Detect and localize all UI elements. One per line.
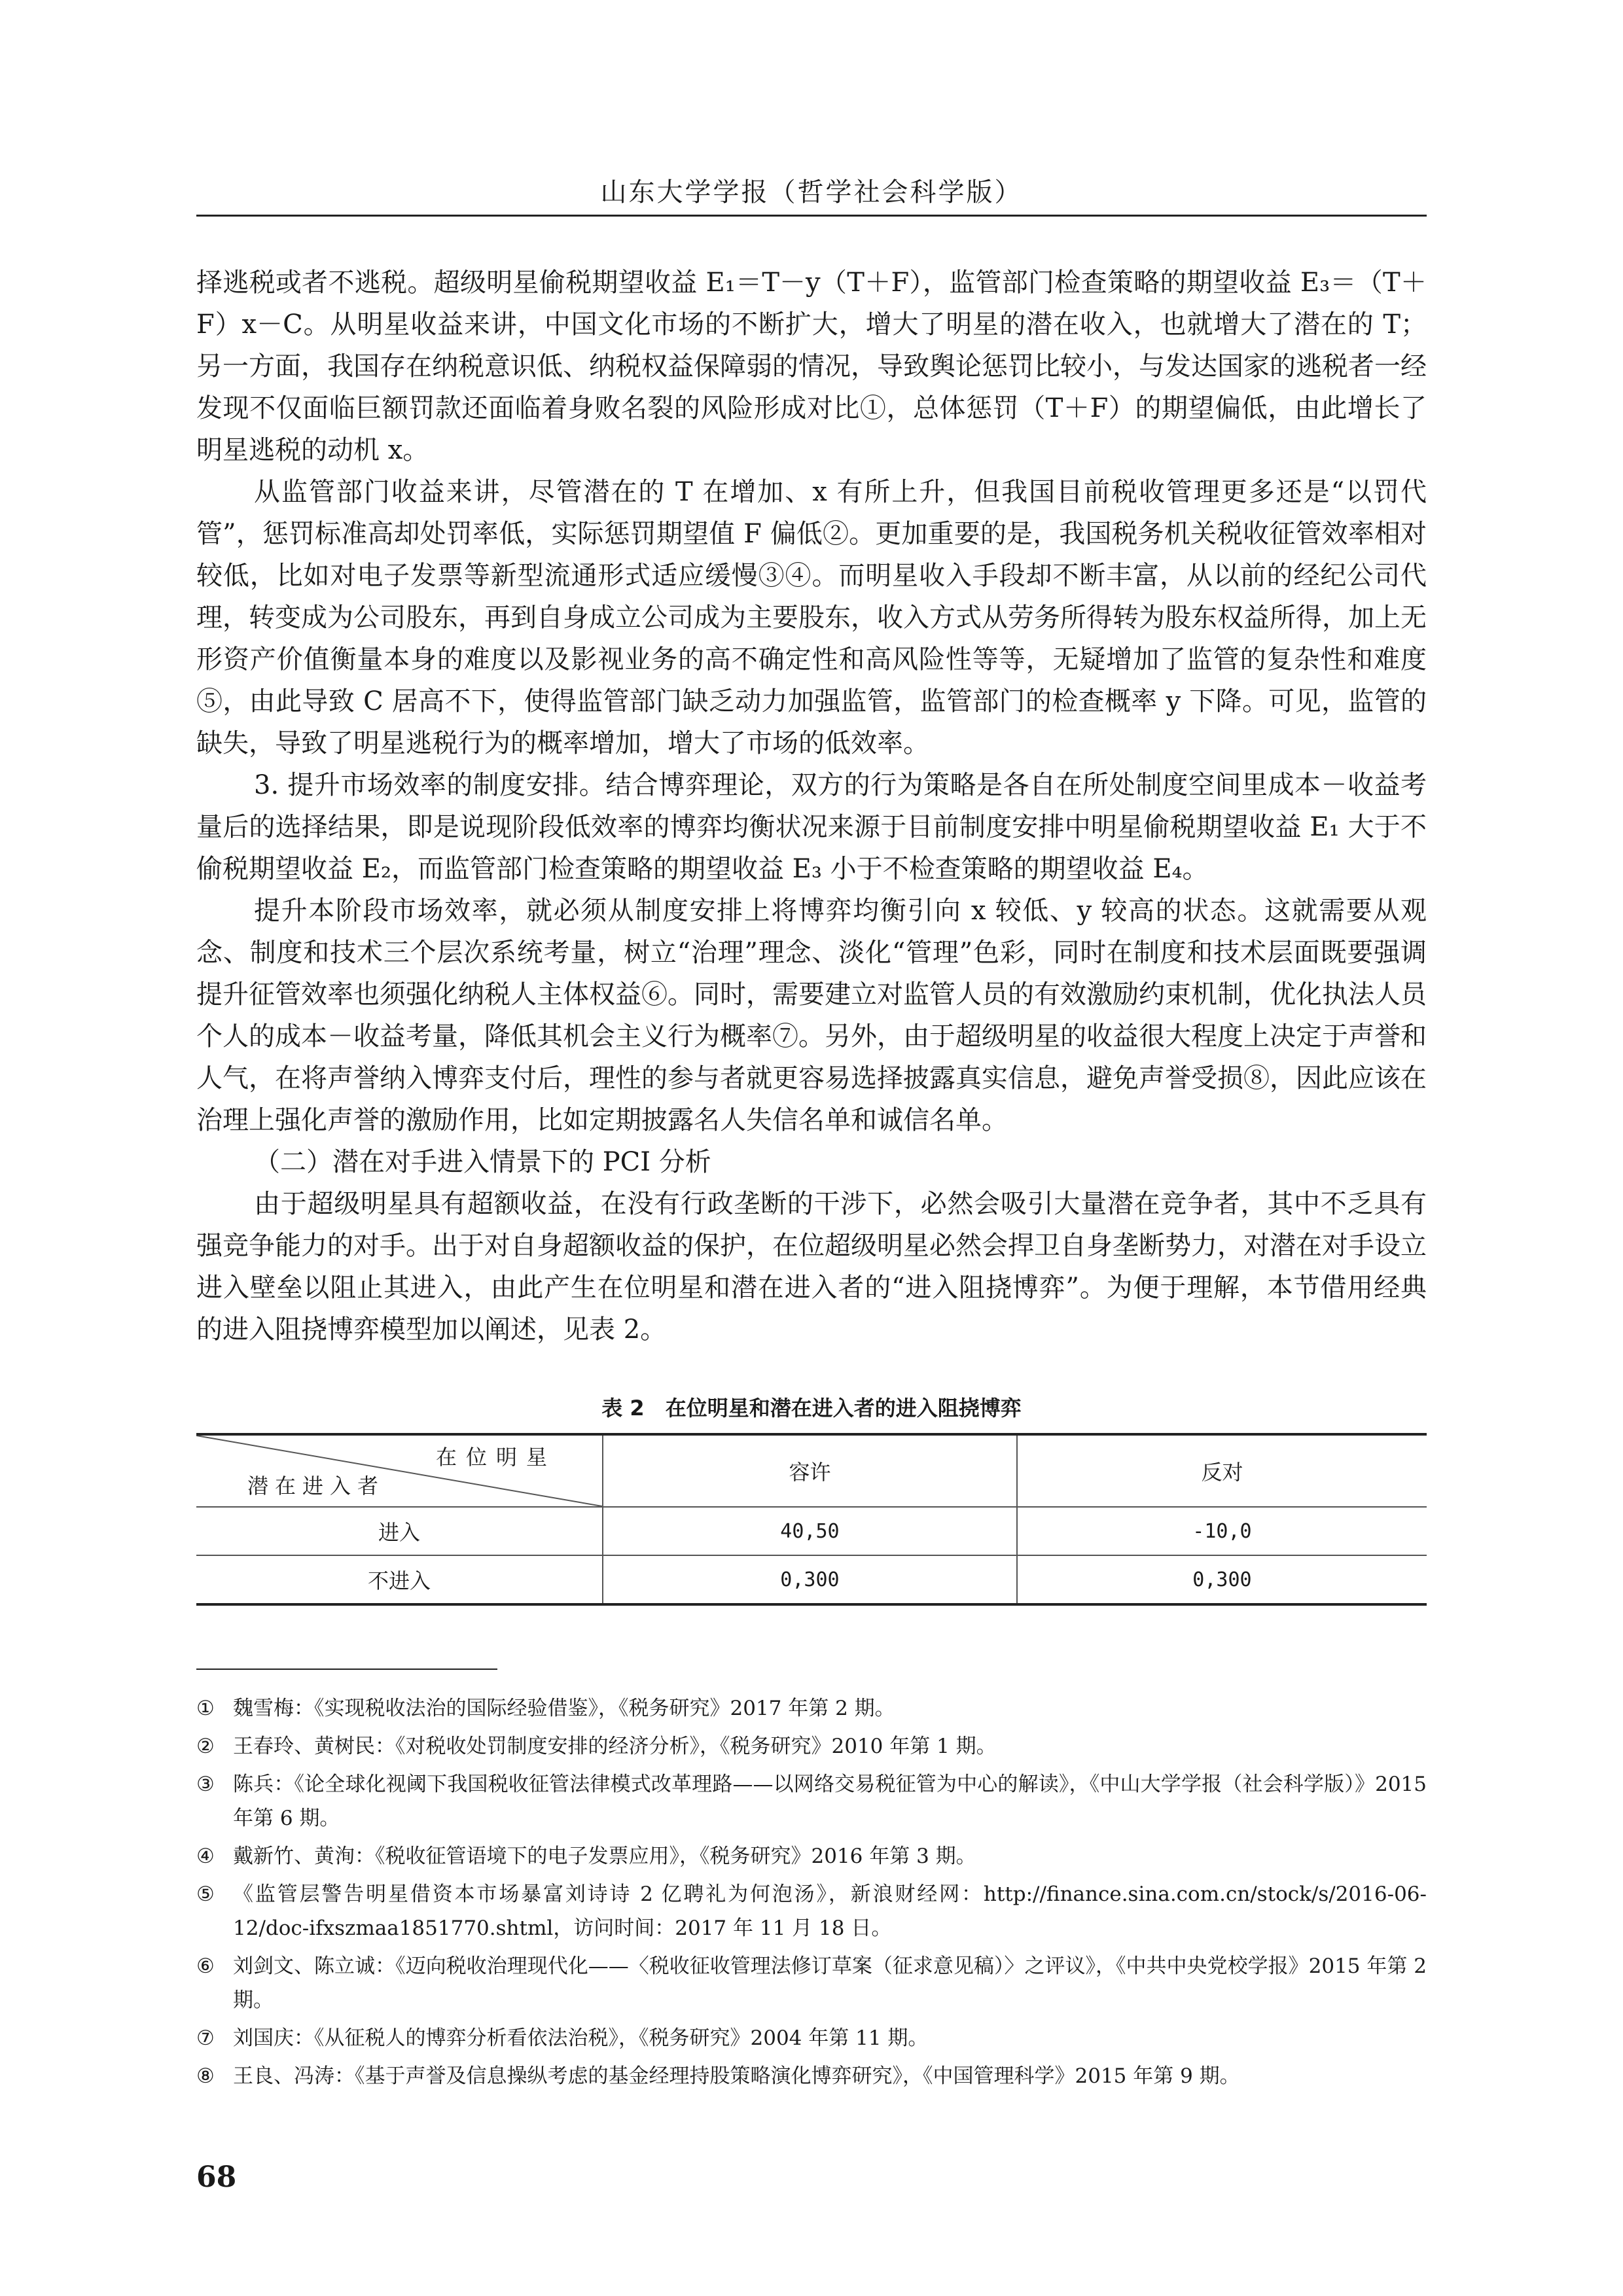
footnote-text: 王春玲、黄树民：《对税收处罚制度安排的经济分析》，《税务研究》2010 年第 1 期。 bbox=[233, 1735, 997, 1758]
footnote-number: ⑤ bbox=[196, 1882, 215, 1906]
table-cell: -10,0 bbox=[1017, 1507, 1427, 1555]
footnote-text: 魏雪梅：《实现税收法治的国际经验借鉴》，《税务研究》2017 年第 2 期。 bbox=[233, 1697, 895, 1720]
footnote-number: ③ bbox=[196, 1773, 215, 1796]
paragraph: 从监管部门收益来讲，尽管潜在的 T 在增加、x 有所上升，但我国目前税收管理更多还是“以罚代管”，惩罚标准高却处罚率低，实际惩罚期望值 F 偏低②。更加重要的是，我国税务机关税收征管效率相对较低，比如对电子发票等新型流通形式适应缓慢③④。而明星收入手段却不断丰富，从以前的经纪公司代理，转变成为公司股东，再到自身成立公司成为主要股东，收入方式从劳务所得转为股东权益所得，加上无形资产价值衡量本身的难度以及影视业务的高不确定性和高风险性等等，无疑增加了监管的复杂性和难度⑤，由此导致 C 居高不下，使得监管部门缺乏动力加强监管，监管部门的检查概率 y 下降。可见，监管的缺失，导致了明星逃税行为的概率增加，增大了市场的低效率。 bbox=[196, 477, 1427, 758]
row-label: 不进入 bbox=[196, 1555, 603, 1604]
paragraph: 择逃税或者不逃税。超级明星偷税期望收益 E₁＝T－y（T＋F），监管部门检查策略的期望收益 E₃＝（T＋F）x－C。从明星收益来讲，中国文化市场的不断扩大，增大了明星的潜在收入，也就增大了潜在的 T；另一方面，我国存在纳税意识低、纳税权益保障弱的情况，导致舆论惩罚比较小，与发达国家的逃税者一经发现不仅面临巨额罚款还面临着身败名裂的风险形成对比①，总体惩罚（T＋F）的期望偏低，由此增长了明星逃税的动机 x。 bbox=[196, 268, 1427, 465]
footnote-number: ④ bbox=[196, 1845, 215, 1868]
paragraph: 提升本阶段市场效率，就必须从制度安排上将博弈均衡引向 x 较低、y 较高的状态。这就需要从观念、制度和技术三个层次系统考量，树立“治理”理念、淡化“管理”色彩，同时在制度和技术层面既要强调提升征管效率也须强化纳税人主体权益⑥。同时，需要建立对监管人员的有效激励约束机制，优化执法人员个人的成本－收益考量，降低其机会主义行为概率⑦。另外，由于超级明星的收益很大程度上决定于声誉和人气，在将声誉纳入博弈支付后，理性的参与者就更容易选择披露真实信息，避免声誉受损⑧，因此应该在治理上强化声誉的激励作用，比如定期披露名人失信名单和诚信名单。 bbox=[196, 896, 1427, 1135]
footnote bbox=[196, 1949, 1427, 2017]
footnote-rule bbox=[196, 1669, 497, 1670]
page-number: 68 bbox=[196, 2161, 237, 2194]
footnote bbox=[196, 2059, 1427, 2093]
footnote-number: ⑧ bbox=[196, 2064, 215, 2088]
col-header: 反对 bbox=[1017, 1434, 1427, 1507]
running-header: 山东大学学报（哲学社会科学版） bbox=[600, 177, 1023, 207]
table-cell: 0,300 bbox=[1017, 1555, 1427, 1604]
footnote bbox=[196, 2021, 1427, 2055]
footnote-text: 王良、冯涛：《基于声誉及信息操纵考虑的基金经理持股策略演化博弈研究》，《中国管理科学》2015 年第 9 期。 bbox=[233, 2064, 1240, 2088]
footnote bbox=[196, 1729, 1427, 1763]
footnote bbox=[196, 1691, 1427, 1725]
footnote-number: ⑥ bbox=[196, 1954, 215, 1978]
footnote-text: 刘剑文、陈立诚：《迈向税收治理现代化——〈税收征收管理法修订草案（征求意见稿）〉之评议》，《中共中央党校学报》2015 年第 2 期。 bbox=[233, 1954, 1427, 2012]
footnote-text: 戴新竹、黄洵：《税收征管语境下的电子发票应用》，《税务研究》2016 年第 3 期。 bbox=[233, 1845, 976, 1868]
game-table bbox=[196, 1433, 1427, 1606]
body-text bbox=[196, 262, 1427, 1351]
footnote bbox=[196, 1839, 1427, 1873]
header-rule bbox=[196, 215, 1427, 217]
corner-row-label: 潜在进入者 bbox=[247, 1474, 385, 1498]
footnote bbox=[196, 1767, 1427, 1835]
corner-col-label: 在位明星 bbox=[435, 1445, 556, 1470]
table-cell: 40,50 bbox=[603, 1507, 1017, 1555]
paragraph: 3. 提升市场效率的制度安排。结合博弈理论，双方的行为策略是各自在所处制度空间里成本－收益考量后的选择结果，即是说现阶段低效率的博弈均衡状况来源于目前制度安排中明星偷税期望收益 E₁ 大于不偷税期望收益 E₂，而监管部门检查策略的期望收益 E₃ 小于不检查策略的期望收益 E₄。 bbox=[196, 770, 1427, 884]
footnote-number: ⑦ bbox=[196, 2026, 215, 2050]
table-corner-cell bbox=[196, 1434, 603, 1507]
section-heading: （二）潜在对手进入情景下的 PCI 分析 bbox=[254, 1147, 711, 1177]
paragraph: 由于超级明星具有超额收益，在没有行政垄断的干涉下，必然会吸引大量潜在竞争者，其中不乏具有强竞争能力的对手。出于对自身超额收益的保护，在位超级明星必然会捍卫自身垄断势力，对潜在对手设立进入壁垒以阻止其进入，由此产生在位明星和潜在进入者的“进入阻挠博弈”。为便于理解，本节借用经典的进入阻挠博弈模型加以阐述，见表 2。 bbox=[196, 1189, 1427, 1345]
footnote-text: 陈兵：《论全球化视阈下我国税收征管法律模式改革理路——以网络交易税征管为中心的解读》，《中山大学学报（社会科学版）》2015 年第 6 期。 bbox=[233, 1773, 1427, 1830]
col-header: 容许 bbox=[603, 1434, 1017, 1507]
footnote-text: 刘国庆：《从征税人的博弈分析看依法治税》，《税务研究》2004 年第 11 期。 bbox=[233, 2026, 929, 2050]
table-caption: 表 2 在位明星和潜在进入者的进入阻挠博弈 bbox=[601, 1396, 1022, 1421]
table-cell: 0,300 bbox=[603, 1555, 1017, 1604]
row-label: 进入 bbox=[196, 1507, 603, 1555]
footnotes bbox=[196, 1691, 1427, 2097]
footnote-text: 《监管层警告明星借资本市场暴富刘诗诗 2 亿聘礼为何泡汤》，新浪财经网：http://finance.sina.com.cn/stock/s/2016-06-12/doc-ifxszmaa1851770.shtml，访问时间：2017 年 11 月 18 日。 bbox=[233, 1882, 1427, 1940]
footnote bbox=[196, 1877, 1427, 1945]
footnote-number: ② bbox=[196, 1735, 215, 1758]
footnote-number: ① bbox=[196, 1697, 215, 1720]
